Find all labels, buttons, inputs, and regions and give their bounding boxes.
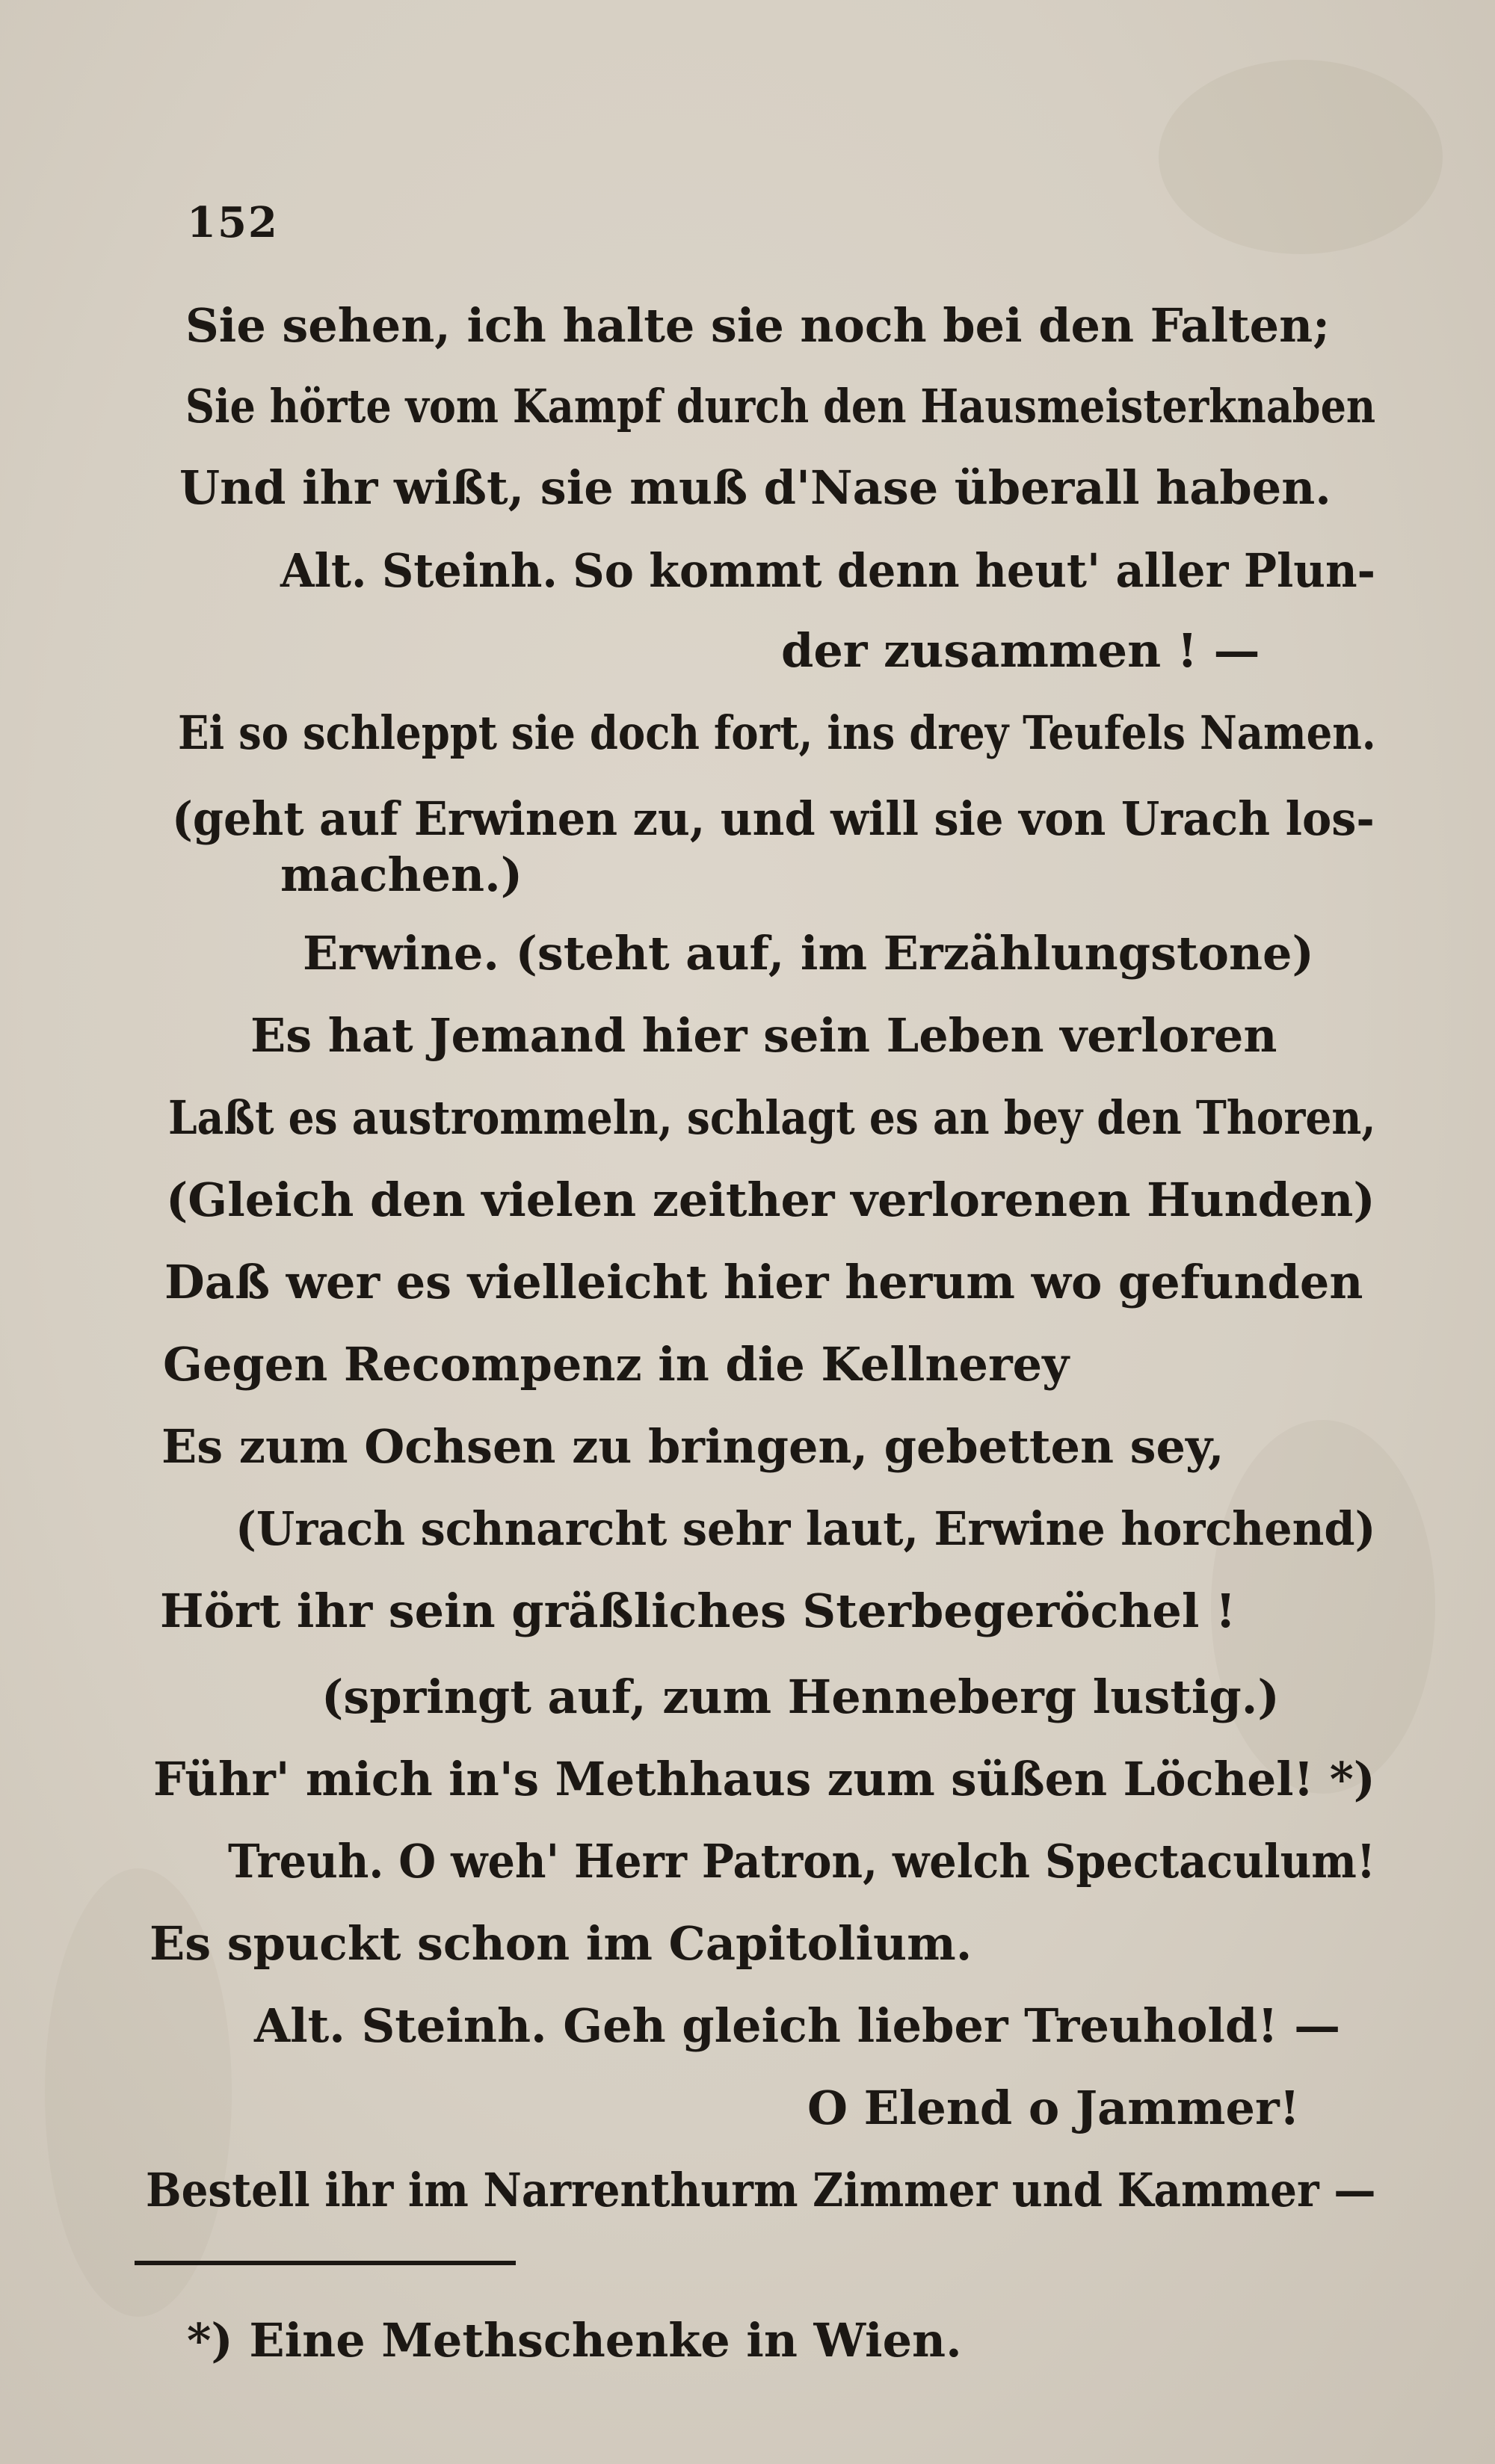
stage-direction: machen.) [280,847,523,902]
verse-line: Daß wer es vielleicht hier herum wo gefunden [164,1255,1363,1309]
verse-line: Es spuckt schon im Capitolium. [150,1916,972,1971]
verse-line: Hört ihr sein gräßliches Sterbegeröchel ! [160,1584,1236,1638]
verse-line: Ei so schleppt sie doch fort, ins drey Teufels Namen. [178,705,1376,760]
verse-line: Sie hörte vom Kampf durch den Hausmeisterknaben [185,379,1376,433]
speaker-line: Alt. Steinh. Geh gleich lieber Treuhold! — [254,1998,1341,2053]
page-number: 152 [187,198,279,247]
speaker-line: Erwine. (steht auf, im Erzählungstone) [303,926,1314,981]
verse-line: Sie sehen, ich halte sie noch bei den Falten; [185,298,1331,353]
footnote-divider [135,2261,516,2265]
verse-line: Bestell ihr im Narrenthurm Zimmer und Kammer — [146,2163,1376,2217]
stage-direction: (geht auf Erwinen zu, und will sie von Urach los- [172,791,1375,846]
verse-line: der zusammen ! — [781,623,1260,678]
speaker-line: Treuh. O weh' Herr Patron, welch Spectaculum! [228,1834,1376,1889]
paper-stain [1211,1420,1435,1794]
speaker-line: Alt. Steinh. So kommt denn heut' aller Plun- [280,543,1376,598]
stage-direction: (Urach schnarcht sehr laut, Erwine horchend) [235,1501,1376,1556]
verse-line: (Gleich den vielen zeither verlorenen Hunden) [166,1173,1375,1227]
verse-line: Es hat Jemand hier sein Leben verloren [250,1008,1277,1063]
stage-direction: (springt auf, zum Henneberg lustig.) [321,1670,1280,1724]
verse-line: Und ihr wißt, sie muß d'Nase überall haben. [179,460,1331,515]
verse-line: Führ' mich in's Methhaus zum süßen Löchel! *) [153,1752,1375,1806]
verse-line: O Elend o Jammer! [807,2081,1300,2135]
footnote: *) Eine Methschenke in Wien. [187,2313,962,2368]
verse-line: Gegen Recompenz in die Kellnerey [163,1337,1070,1392]
verse-line: Es zum Ochsen zu bringen, gebetten sey, [161,1419,1224,1474]
verse-line: Laßt es austrommeln, schlagt es an bey den Thoren, [168,1090,1376,1145]
paper-stain [1159,60,1443,254]
